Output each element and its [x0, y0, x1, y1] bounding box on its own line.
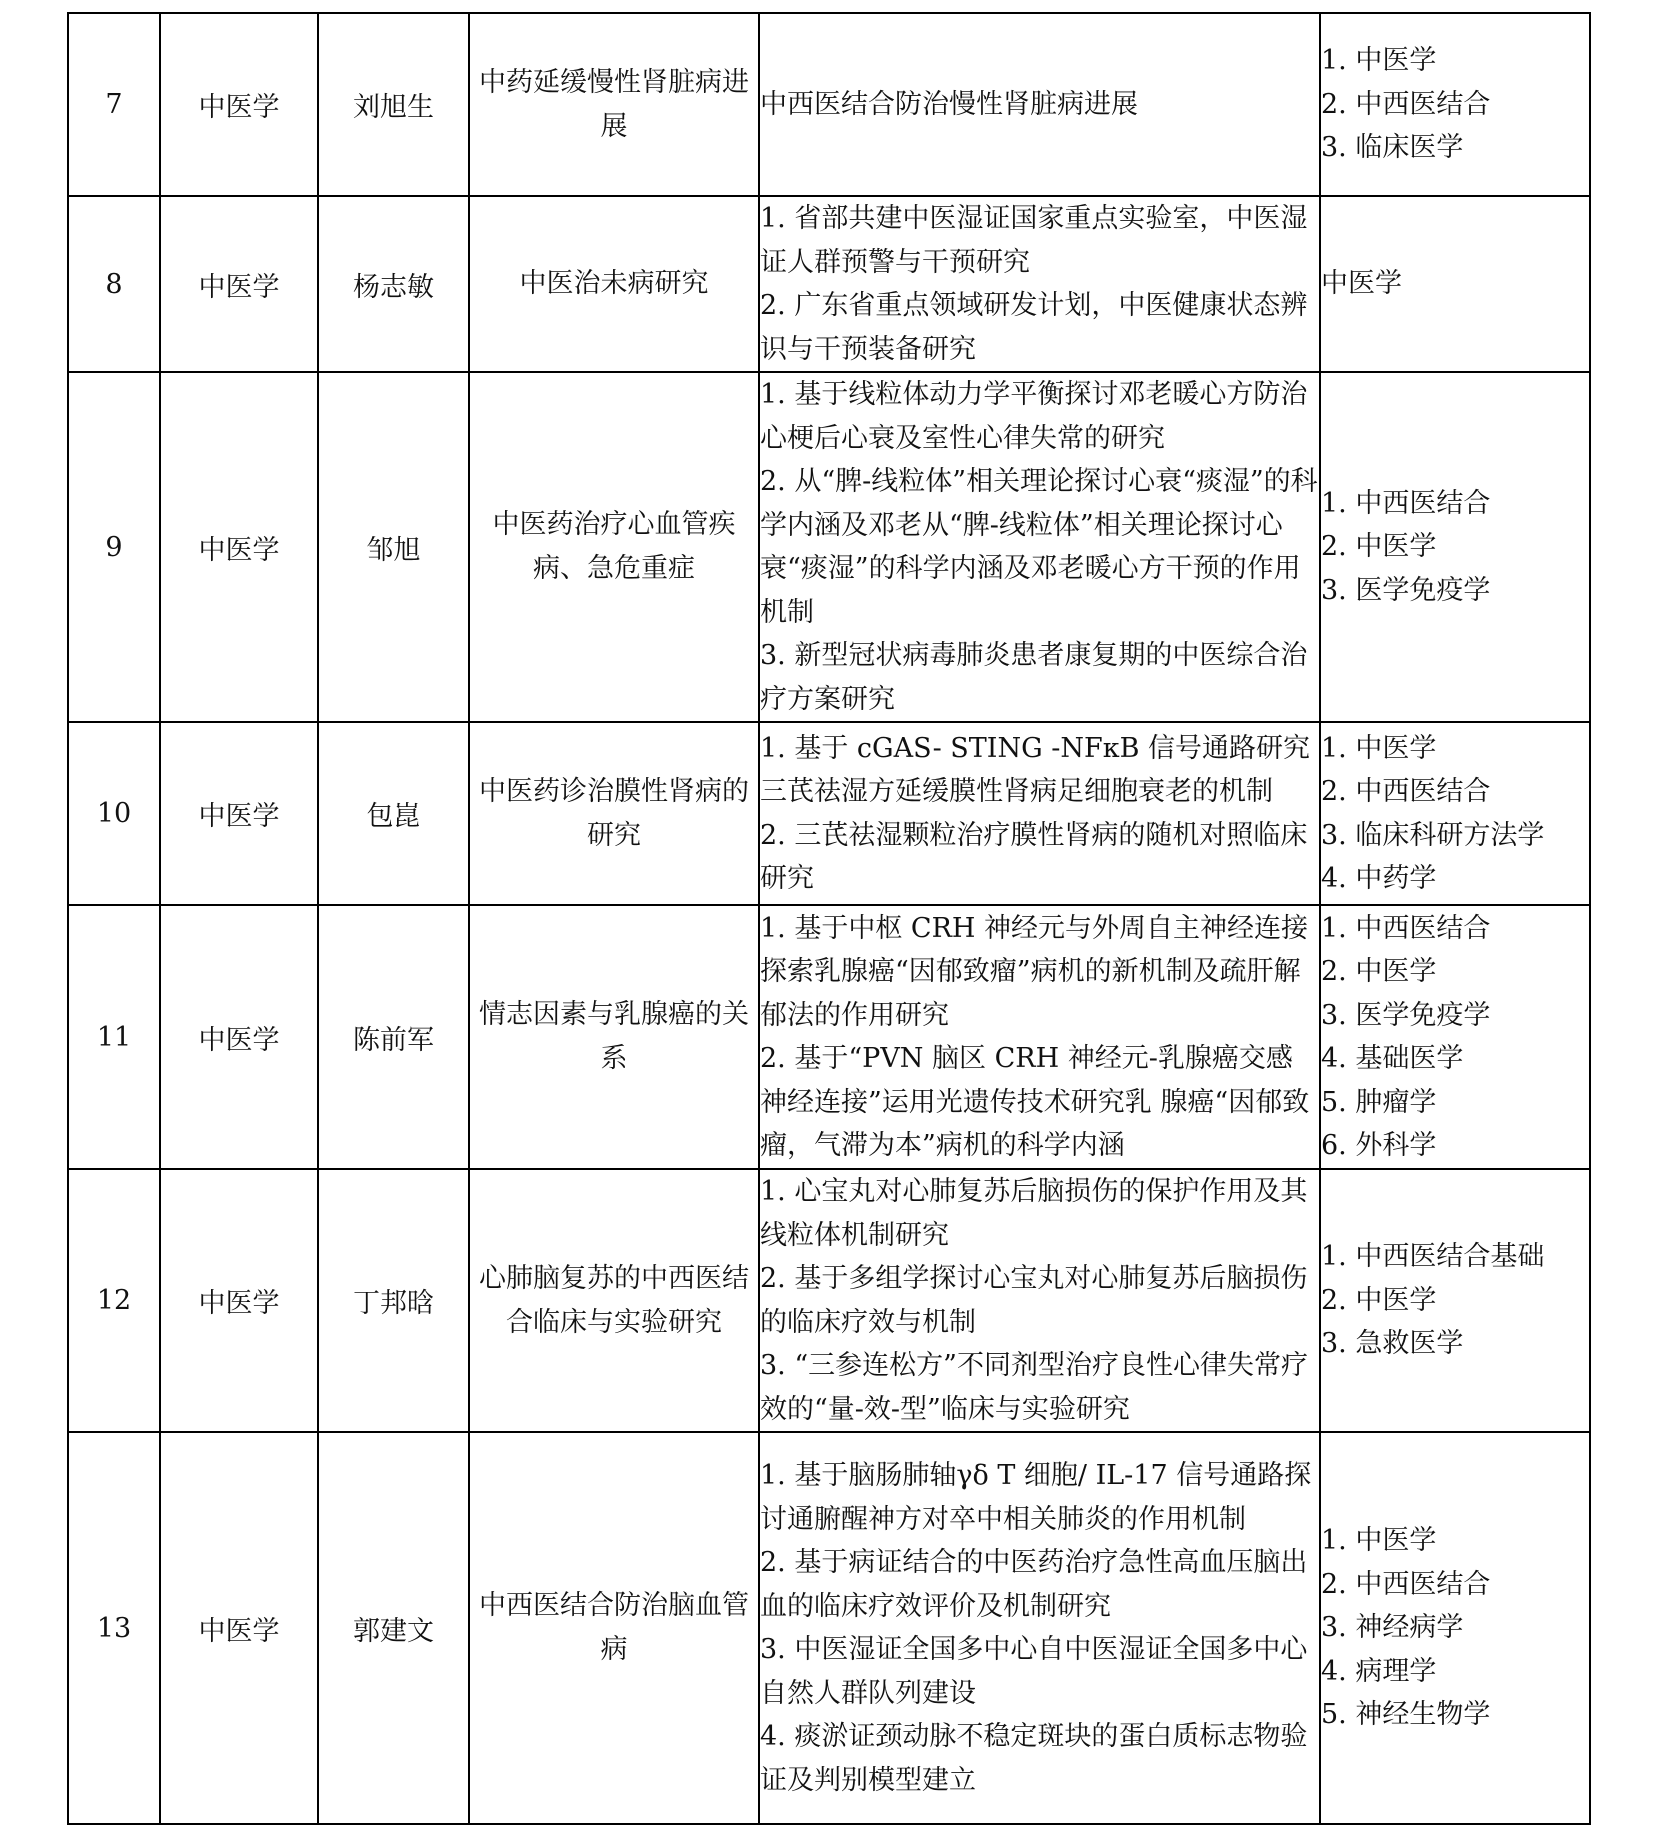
field-item: 2. 中西医结合: [1321, 88, 1491, 120]
table-row: [68, 13, 1590, 196]
topic-item: 2. 从“脾-线粒体”相关理论探讨心衰“痰湿”的科学内涵及邓老从“脾-线粒体”相关理论探讨心衰“痰湿”的科学内涵及邓老暖心方干预的作用机制: [760, 466, 1318, 628]
topic-item: 1. 基于线粒体动力学平衡探讨邓老暖心方防治心梗后心衰及室性心律失常的研究: [760, 379, 1308, 454]
field-item: 4. 病理学: [1321, 1655, 1437, 1687]
research-topics-cell: [759, 1169, 1320, 1432]
table-row: [68, 905, 1590, 1169]
supervisor-name-cell: 杨志敏: [318, 196, 469, 372]
discipline-cell: 中医学: [160, 1169, 318, 1432]
row-number-cell: 10: [68, 722, 160, 905]
topic-item: 1. 省部共建中医湿证国家重点实验室，中医湿证人群预警与干预研究: [760, 203, 1308, 278]
field-item: 中医学: [1321, 268, 1402, 300]
field-item: 2. 中医学: [1321, 1284, 1437, 1316]
table-row: [68, 372, 1590, 722]
research-direction-cell: 中药延缓慢性肾脏病进展: [469, 13, 759, 196]
row-number-cell: 9: [68, 372, 160, 722]
field-item: 3. 临床医学: [1321, 132, 1464, 164]
supervisor-name-cell: 丁邦晗: [318, 1169, 469, 1432]
field-item: 4. 基础医学: [1321, 1043, 1464, 1074]
supervisor-name-cell: 郭建文: [318, 1432, 469, 1824]
field-item: 5. 神经生物学: [1321, 1699, 1491, 1731]
research-topics-cell: [759, 372, 1320, 722]
topic-item: 1. 基于中枢 CRH 神经元与外周自主神经连接探索乳腺癌“因郁致瘤”病机的新机制及疏肝解郁法的作用研究: [760, 912, 1309, 1031]
discipline-cell: 中医学: [160, 1432, 318, 1824]
discipline-cell: 中医学: [160, 905, 318, 1169]
field-item: 4. 中药学: [1321, 863, 1437, 894]
topic-item: 2. 三芪祛湿颗粒治疗膜性肾病的随机对照临床研究: [760, 819, 1308, 894]
field-item: 3. 神经病学: [1321, 1612, 1464, 1644]
research-direction-cell: 中医药诊治膜性肾病的研究: [469, 722, 759, 905]
topic-item: 2. 基于多组学探讨心宝丸对心肺复苏后脑损伤的临床疗效与机制: [760, 1263, 1308, 1338]
field-item: 2. 中医学: [1321, 531, 1437, 563]
research-topics-cell: [759, 13, 1320, 196]
research-topics-cell: [759, 1432, 1320, 1824]
topic-item: 2. 基于病证结合的中医药治疗急性高血压脑出血的临床疗效评价及机制研究: [760, 1547, 1308, 1622]
topic-item: 1. 基于脑肠肺轴γδ T 细胞/ IL-17 信号通路探讨通腑醒神方对卒中相关肺炎的作用机制: [760, 1460, 1312, 1535]
row-number-cell: 8: [68, 196, 160, 372]
admission-fields-cell: [1320, 1432, 1590, 1824]
topic-item: 2. 基于“PVN 脑区 CRH 神经元-乳腺癌交感神经连接”运用光遗传技术研究乳 腺癌“因郁致瘤，气滞为本”病机的科学内涵: [760, 1043, 1310, 1161]
topic-item: 2. 广东省重点领域研发计划，中医健康状态辨识与干预装备研究: [760, 290, 1308, 365]
row-number-cell: 12: [68, 1169, 160, 1432]
admission-fields-cell: [1320, 196, 1590, 372]
field-item: 1. 中西医结合: [1321, 487, 1491, 519]
research-topics-cell: [759, 196, 1320, 372]
field-item: 3. 急救医学: [1321, 1328, 1464, 1360]
field-item: 1. 中医学: [1321, 45, 1437, 77]
topic-item: 4. 痰淤证颈动脉不稳定斑块的蛋白质标志物验证及判别模型建立: [760, 1721, 1308, 1796]
supervisor-name-cell: 陈前军: [318, 905, 469, 1169]
discipline-cell: 中医学: [160, 13, 318, 196]
research-direction-cell: 中西医结合防治脑血管病: [469, 1432, 759, 1824]
table-row: [68, 722, 1590, 905]
field-item: 2. 中西医结合: [1321, 776, 1491, 807]
topic-item: 3. 新型冠状病毒肺炎患者康复期的中医综合治疗方案研究: [760, 640, 1308, 715]
field-item: 1. 中医学: [1321, 732, 1437, 764]
admission-fields-cell: [1320, 1169, 1590, 1432]
field-item: 3. 医学免疫学: [1321, 574, 1491, 606]
field-item: 1. 中西医结合基础: [1321, 1241, 1545, 1273]
admission-fields-cell: [1320, 905, 1590, 1169]
field-item: 2. 中医学: [1321, 956, 1437, 987]
supervisor-name-cell: 邹旭: [318, 372, 469, 722]
table-row: [68, 1432, 1590, 1824]
field-item: 3. 医学免疫学: [1321, 999, 1491, 1031]
topic-item: 1. 基于 cGAS- STING -NFκB 信号通路研究三芪祛湿方延缓膜性肾病足细胞衰老的机制: [760, 732, 1311, 807]
topic-item: 3. 中医湿证全国多中心自中医湿证全国多中心自然人群队列建设: [760, 1634, 1308, 1709]
admission-fields-cell: [1320, 13, 1590, 196]
field-item: 5. 肿瘤学: [1321, 1086, 1437, 1118]
discipline-cell: 中医学: [160, 196, 318, 372]
row-number-cell: 11: [68, 905, 160, 1169]
topic-item: 中西医结合防治慢性肾脏病进展: [760, 88, 1138, 120]
research-topics-cell: [759, 722, 1320, 905]
admission-fields-cell: [1320, 722, 1590, 905]
research-direction-cell: 情志因素与乳腺癌的关系: [469, 905, 759, 1169]
topic-item: 1. 心宝丸对心肺复苏后脑损伤的保护作用及其线粒体机制研究: [760, 1176, 1308, 1251]
field-item: 6. 外科学: [1321, 1130, 1437, 1161]
row-number-cell: 13: [68, 1432, 160, 1824]
discipline-cell: 中医学: [160, 722, 318, 905]
supervisor-name-cell: 刘旭生: [318, 13, 469, 196]
field-item: 1. 中西医结合: [1321, 912, 1491, 944]
discipline-cell: 中医学: [160, 372, 318, 722]
field-item: 3. 临床科研方法学: [1321, 819, 1545, 851]
topic-item: 3. “三参连松方”不同剂型治疗良性心律失常疗效的“量-效-型”临床与实验研究: [760, 1350, 1308, 1425]
field-item: 2. 中西医结合: [1321, 1568, 1491, 1600]
row-number-cell: 7: [68, 13, 160, 196]
table-row: [68, 1169, 1590, 1432]
admission-fields-cell: [1320, 372, 1590, 722]
table-row: [68, 196, 1590, 372]
supervisor-table: [67, 12, 1591, 1825]
research-direction-cell: 中医治未病研究: [469, 196, 759, 372]
research-direction-cell: 中医药治疗心血管疾病、急危重症: [469, 372, 759, 722]
research-topics-cell: [759, 905, 1320, 1169]
field-item: 1. 中医学: [1321, 1525, 1437, 1557]
supervisor-name-cell: 包崑: [318, 722, 469, 905]
research-direction-cell: 心肺脑复苏的中西医结合临床与实验研究: [469, 1169, 759, 1432]
